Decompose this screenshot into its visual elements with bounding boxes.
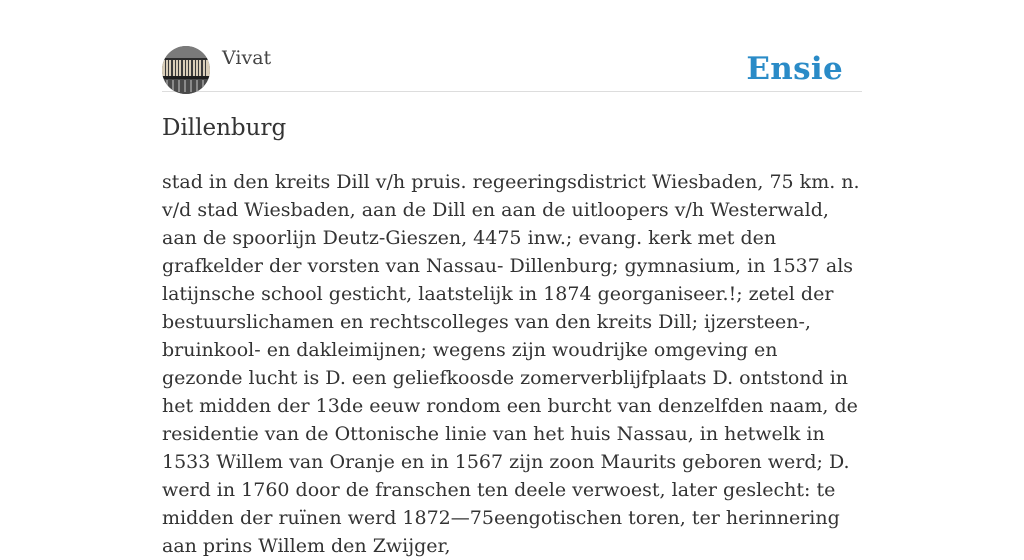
page-title: Dillenburg	[162, 115, 287, 141]
brand-logo[interactable]: Ensie	[746, 51, 843, 87]
article-body: stad in den kreits Dill v/h pruis. regeeringsdistrict Wiesbaden, 75 km. n. v/d stad Wiesbaden, aan de Dill en aan de uitloopers v/h Westerwald, aan de spoorlijn Deutz-Gieszen, 4475 inw.; evang. kerk met den grafkelder der vorsten van Nassau- Dillenburg; gymnasium, in 1537 als latijnsche school gesticht, laatstelijk in 1874 georganiseer.!; zetel der bestuurslichamen en rechtscolleges van den kreits Dill; ijzersteen-, bruinkool- en dakleimijnen; wegens zijn woudrijke omgeving en gezonde lucht is D. een geliefkoosde zomerverblijfplaats D. ontstond in het midden der 13de eeuw rondom een burcht van denzelfden naam, de residentie van de Ottonische linie van het huis Nassau, in hetwelk in 1533 Willem van Oranje en in 1567 zijn zoon Maurits geboren werd; D. werd in 1760 door de franschen ten deele verwoest, later geslecht: te midden der ruïnen werd 1872—75eengotischen toren, ter herinnering aan prins Willem den Zwijger,	[162, 171, 860, 557]
bookshelf-avatar-icon[interactable]	[162, 46, 210, 94]
source-name[interactable]: Vivat	[222, 47, 272, 69]
header	[162, 46, 862, 92]
